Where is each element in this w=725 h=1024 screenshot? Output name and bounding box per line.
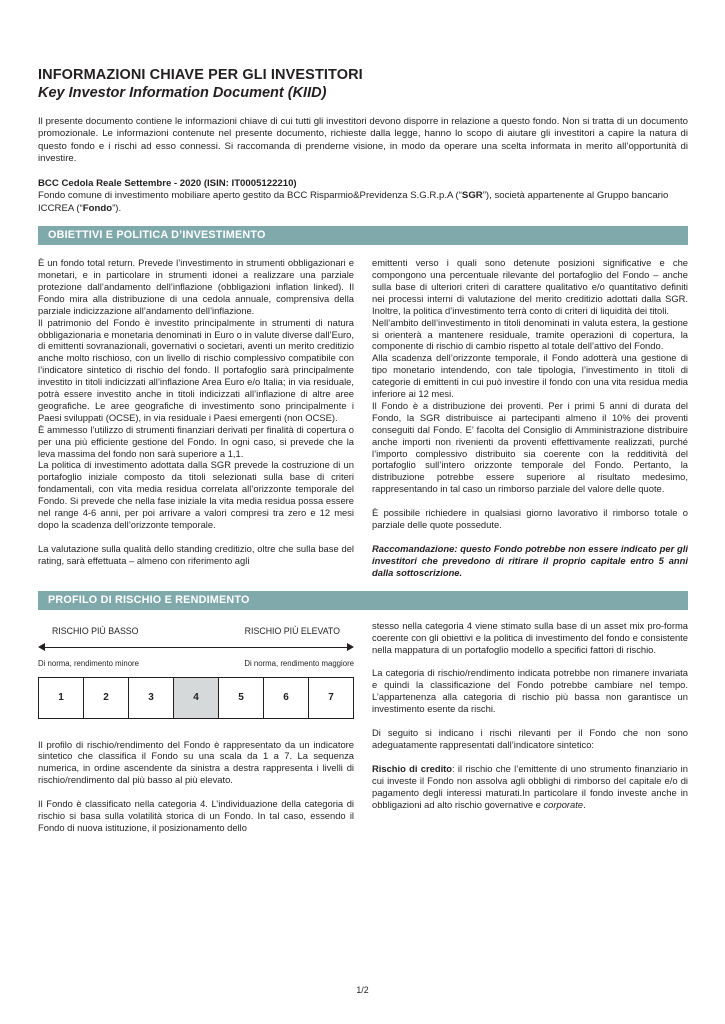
fund-name: BCC Cedola Reale Settembre - 2020 (ISIN: IT0005122210) [38, 178, 297, 190]
risk-low-label: RISCHIO PIÙ BASSO [52, 625, 139, 636]
objectives-paragraph: emittenti verso i quali sono detenute posizioni significative e che compongono una percentuale rilevante del portafoglio del Fondo – anche sulla base di ulteriori criteri di carattere qualitativo e/o quantitativo definiti nei processi interni di valutazione del merito creditizio adottati dalla SGR. Inoltre, la politica d’investimento terrà conto di criteri di liquidità dei titoli. [372, 257, 688, 316]
risk-box: 3 [129, 678, 174, 718]
risk-paragraph: Di seguito si indicano i rischi rilevanti per il Fondo che non sono adeguatamente rappresentati dall’indicatore sintetico: [372, 727, 688, 750]
risk-left-column [38, 620, 354, 834]
credit-risk-label: Rischio di credito [372, 762, 453, 774]
risk-box: 5 [219, 678, 264, 718]
risk-box: 7 [328, 691, 334, 703]
risk-paragraph: Il Fondo è classificato nella categoria 4. L’individuazione della categoria di rischio si basa sulla volatilità storica di un Fondo. In tal caso, essendo il Fondo di nuova istituzione, il posizionamento dello [38, 798, 354, 833]
risk-heading: PROFILO DI RISCHIO E RENDIMENTO [38, 591, 688, 610]
risk-paragraph: stesso nella categoria 4 viene stimato sulla base di un asset mix pro-forma coerente con gli obiettivi e la politica di investimento del fondo e consistente nella mappatura di un portafoglio modello a specifici fattori di rischio. [372, 619, 688, 655]
objectives-paragraph: Alla scadenza dell’orizzonte temporale, il Fondo adotterà una gestione di tipo monetario intendendo, con tale tipologia, l’investimento in titoli di categorie di emittenti in cui può investire il fondo con una vita residua media inferiore ai 12 mesi. [372, 352, 688, 400]
objectives-body [38, 257, 688, 579]
objectives-paragraph: Il Fondo è a distribuzione dei proventi. Per i primi 5 anni di durata del Fondo, la SGR distribuisce ai partecipanti almeno il 10% dei proventi conseguiti dal Fondo. E’ facolta del Consiglio di Amministrazione distribuire anche importi non rivenienti da proventi effettivamente realizzati, purché l’importo complessivo distribuito sia coerente con la redditività del portafoglio sull’intero orizzonte temporale del Fondo. Pertanto, la distribuzione potrebbe essere superiore al risultato medesimo, rappresentando in tal caso un rimborso parziale del valore delle quote. [372, 399, 688, 495]
risk-body [38, 620, 688, 834]
objectives-right-column [372, 257, 688, 579]
intro-paragraph: Il presente documento contiene le informazioni chiave di cui tutti gli investitori devono disporre in relazione a questo fondo. Non si tratta di un documento promozionale. Le informazioni contenute nel presente documento, richieste dalla legge, hanno lo scopo di aiutare gli investitori a capire la natura di questo fondo e i rischi ad esso connessi. Si raccomanda di prenderne visione, in modo da operare una scelta informata in merito all’opportunità di investire. [38, 116, 688, 164]
risk-right-column [372, 620, 688, 834]
objectives-paragraph: Il patrimonio del Fondo è investito principalmente in strumenti di natura obbligazionaria e monetaria denominati in Euro o in valute diverse dall’Euro, di emittenti sovranazionali, governativi o societari, aventi un merito creditizio anche molto rischioso, con un livello di rischio complessivo compatibile con l’indicatore sintetico di rischio del fondo. Il portafoglio sarà principalmente investito in titoli indicizzati all’inflazione Area Euro e/o Italia; in via residuale, potrà essere investito anche in titoli indicizzati all’inflazione di altre aree geografiche. Le aree geografiche di investimento sono principalmente i Paesi sviluppati (OCSE), in via residuale i Paesi emergenti (non OCSE). [38, 316, 354, 423]
objectives-paragraph: Nell’ambito dell’investimento in titoli denominati in valuta estera, la gestione si orienterà a mantenere residuale, tramite operazioni di copertura, la componente di rischio di cambio rispetto al totale dell’attivo del Fondo. [372, 316, 688, 352]
return-high-label: Di norma, rendimento maggiore [244, 658, 354, 668]
recommendation: Raccomandazione: questo Fondo potrebbe non essere indicato per gli investitori che prevedono di ritirare il proprio capitale entro 5 anni dalla sottoscrizione. [372, 543, 688, 578]
risk-paragraph: La categoria di rischio/rendimento indicata potrebbe non rimanere invariata e quindi la classificazione del Fondo potrebbe cambiare nel tempo. L’appartenenza alla categoria di rischio più bassa non garantisce un investimento esente da rischi. [372, 667, 688, 715]
page-number: 1/2 [356, 985, 369, 995]
document-subtitle: Key Investor Information Document (KIID) [38, 85, 327, 101]
risk-paragraph: Il profilo di rischio/rendimento del Fondo è rappresentato da un indicatore sintetico che classifica il Fondo su una scala da 1 a 7. La sequenza numerica, in ordine ascendente da sinistra a destra rappresenta i livelli di rischio/rendimento dal più basso al più elevato. [38, 738, 354, 786]
risk-box: 6 [264, 678, 309, 718]
document-title: INFORMAZIONI CHIAVE PER GLI INVESTITORI [38, 67, 363, 83]
kiid-page [38, 66, 688, 834]
objectives-left-column [38, 257, 354, 579]
objectives-paragraph: È possibile richiedere in qualsiasi giorno lavorativo il rimborso totale o parziale delle quote possedute. [372, 507, 688, 531]
risk-box: 2 [84, 678, 129, 718]
risk-double-arrow-icon [38, 642, 354, 654]
return-low-label: Di norma, rendimento minore [38, 658, 139, 668]
risk-indicator [38, 626, 354, 719]
risk-box: 1 [39, 678, 84, 718]
fund-description: Fondo comune di investimento mobiliare aperto gestito da BCC Risparmio&Previdenza S.G.R.p.A (“SGR”), società appartenente al Gruppo bancario ICCREA (“Fondo”). [38, 190, 669, 214]
risk-high-label: RISCHIO PIÙ ELEVATO [244, 625, 340, 636]
credit-risk-paragraph: Rischio di credito: il rischio che l’emittente di uno strumento finanziario in cui investe il Fondo non assolva agli obblighi di rimborso del capitale e/o di pagamento degli interessi maturati.In particolare il fondo investe anche in obbligazioni ad alto rischio governative e corporate. [372, 762, 688, 810]
objectives-paragraph: È ammesso l’utilizzo di strumenti finanziari derivati per finalità di copertura o per una più efficiente gestione del Fondo. In ogni caso, si prevede che la leva massima del fondo non sarà superiore a 1,1. [38, 423, 354, 459]
objectives-paragraph: La valutazione sulla qualità dello standing creditizio, oltre che sulla base del rating, sarà effettuata – almeno con riferimento agli [38, 542, 354, 566]
objectives-paragraph: La politica di investimento adottata dalla SGR prevede la costruzione di un portafoglio iniziale composto da titoli selezionati sulla base di criteri fondamentali, con vita media residua correlata all’orizzonte temporale del Fondo. Si prevede che nella fase iniziale la vita media residua possa essere nel range 4-6 anni, per poi arrivare a valori compresi tra zero e 12 mesi dopo la scadenza dell’orizzonte temporale. [38, 459, 354, 531]
objectives-paragraph: È un fondo total return. Prevede l’investimento in strumenti obbligazionari e monetari, e in particolare in strumenti idonei a realizzare una parziale protezione dall’andamento dell’inflazione (obbligazioni inflation linked). Il Fondo mira alla distribuzione di una cedola annuale, comprensiva della parziale indicizzazione all’andamento dell’inflazione. [38, 257, 354, 316]
objectives-heading: OBIETTIVI E POLITICA D’INVESTIMENTO [38, 226, 688, 245]
risk-box: 4 [174, 678, 219, 718]
risk-scale-boxes [38, 677, 354, 719]
